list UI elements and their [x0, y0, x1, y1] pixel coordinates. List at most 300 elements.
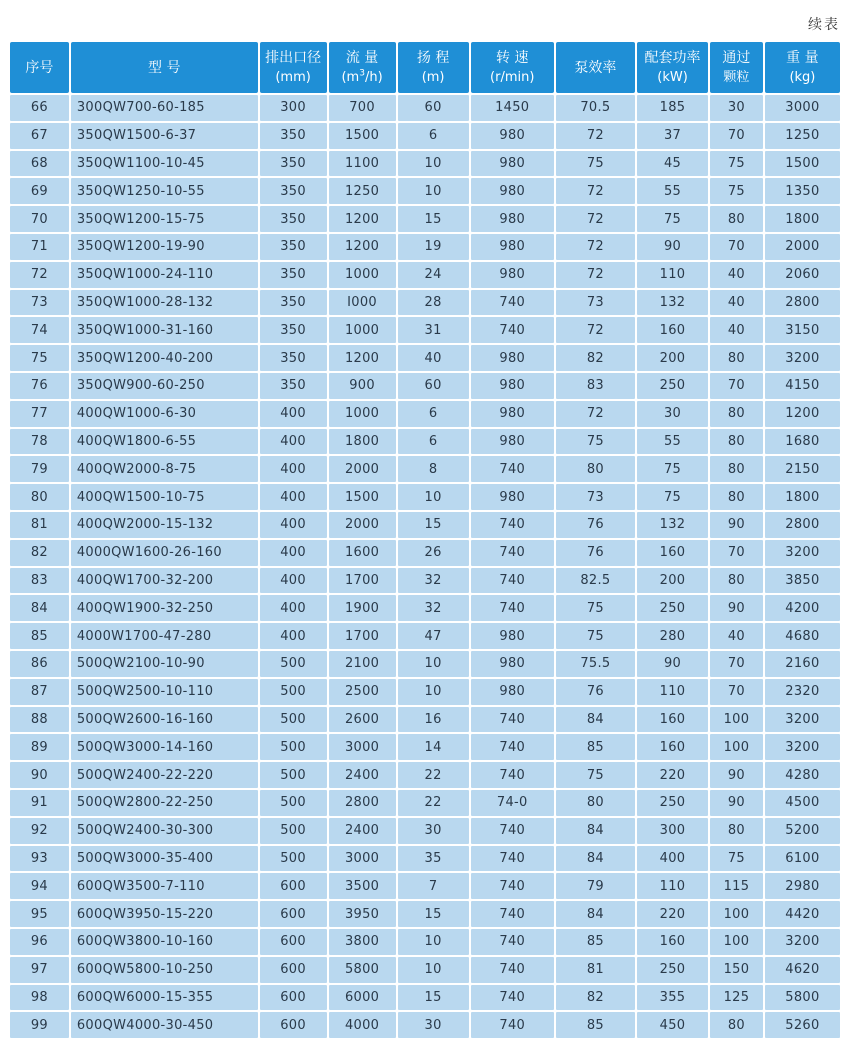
cell-head: 8	[398, 456, 469, 482]
cell-seq: 90	[10, 762, 69, 788]
cell-flow: 1250	[329, 178, 396, 204]
cell-weight: 4420	[765, 901, 840, 927]
cell-outlet: 500	[260, 651, 327, 677]
cell-model: 400QW1900-32-250	[71, 595, 258, 621]
cell-head: 10	[398, 151, 469, 177]
cell-efficiency: 73	[556, 290, 635, 316]
cell-head: 6	[398, 429, 469, 455]
cell-particle: 100	[710, 901, 763, 927]
cell-head: 10	[398, 679, 469, 705]
cell-flow: 2400	[329, 818, 396, 844]
cell-model: 400QW2000-15-132	[71, 512, 258, 538]
cell-seq: 91	[10, 790, 69, 816]
cell-power: 55	[637, 178, 708, 204]
cell-outlet: 500	[260, 818, 327, 844]
cell-outlet: 600	[260, 957, 327, 983]
cell-weight: 1250	[765, 123, 840, 149]
header-efficiency: 泵效率	[556, 42, 635, 93]
cell-weight: 2320	[765, 679, 840, 705]
cell-flow: 1900	[329, 595, 396, 621]
cell-speed: 74-0	[471, 790, 554, 816]
cell-speed: 740	[471, 290, 554, 316]
cell-efficiency: 72	[556, 123, 635, 149]
cell-head: 47	[398, 623, 469, 649]
cell-head: 15	[398, 512, 469, 538]
cell-seq: 68	[10, 151, 69, 177]
cell-flow: 5800	[329, 957, 396, 983]
cell-weight: 5200	[765, 818, 840, 844]
header-flow	[329, 42, 396, 93]
cell-weight: 1800	[765, 206, 840, 232]
cell-particle: 80	[710, 818, 763, 844]
cell-weight: 6100	[765, 846, 840, 872]
cell-seq: 76	[10, 373, 69, 399]
cell-model: 600QW4000-30-450	[71, 1012, 258, 1038]
cell-power: 110	[637, 679, 708, 705]
cell-efficiency: 82	[556, 985, 635, 1011]
cell-outlet: 350	[260, 178, 327, 204]
cell-head: 30	[398, 1012, 469, 1038]
cell-particle: 150	[710, 957, 763, 983]
header-weight-unit: (kg)	[789, 69, 816, 85]
cell-outlet: 400	[260, 568, 327, 594]
cell-outlet: 500	[260, 790, 327, 816]
cell-efficiency: 76	[556, 679, 635, 705]
cell-seq: 99	[10, 1012, 69, 1038]
cell-particle: 40	[710, 290, 763, 316]
cell-weight: 1350	[765, 178, 840, 204]
cell-weight: 4150	[765, 373, 840, 399]
cell-speed: 740	[471, 1012, 554, 1038]
cell-model: 500QW2500-10-110	[71, 679, 258, 705]
cell-weight: 4280	[765, 762, 840, 788]
cell-model: 350QW1200-19-90	[71, 234, 258, 260]
cell-efficiency: 84	[556, 901, 635, 927]
cell-efficiency: 72	[556, 234, 635, 260]
cell-particle: 100	[710, 707, 763, 733]
cell-model: 600QW6000-15-355	[71, 985, 258, 1011]
cell-outlet: 400	[260, 512, 327, 538]
cell-weight: 1500	[765, 151, 840, 177]
table-row	[10, 595, 840, 621]
cell-outlet: 350	[260, 206, 327, 232]
cell-model: 500QW2400-22-220	[71, 762, 258, 788]
cell-head: 30	[398, 818, 469, 844]
cell-efficiency: 83	[556, 373, 635, 399]
cell-speed: 980	[471, 373, 554, 399]
cell-model: 350QW1250-10-55	[71, 178, 258, 204]
cell-power: 160	[637, 707, 708, 733]
cell-power: 132	[637, 512, 708, 538]
cell-weight: 3150	[765, 317, 840, 343]
cell-flow: 3000	[329, 734, 396, 760]
cell-seq: 74	[10, 317, 69, 343]
cell-speed: 980	[471, 401, 554, 427]
cell-outlet: 500	[260, 846, 327, 872]
cell-seq: 97	[10, 957, 69, 983]
cell-head: 19	[398, 234, 469, 260]
cell-weight: 1680	[765, 429, 840, 455]
cell-power: 160	[637, 929, 708, 955]
header-seq: 序号	[10, 42, 69, 93]
cell-model: 500QW3000-14-160	[71, 734, 258, 760]
cell-flow: 1200	[329, 234, 396, 260]
cell-head: 35	[398, 846, 469, 872]
cell-weight: 3200	[765, 929, 840, 955]
cell-flow: 1000	[329, 401, 396, 427]
cell-speed: 980	[471, 623, 554, 649]
cell-head: 6	[398, 401, 469, 427]
cell-weight: 4200	[765, 595, 840, 621]
cell-weight: 4500	[765, 790, 840, 816]
table-row	[10, 401, 840, 427]
cell-particle: 75	[710, 151, 763, 177]
cell-model: 400QW2000-8-75	[71, 456, 258, 482]
cell-model: 500QW2800-22-250	[71, 790, 258, 816]
cell-particle: 100	[710, 734, 763, 760]
cell-particle: 90	[710, 762, 763, 788]
cell-speed: 980	[471, 206, 554, 232]
table-row	[10, 317, 840, 343]
cell-particle: 80	[710, 401, 763, 427]
cell-particle: 30	[710, 95, 763, 121]
cell-efficiency: 72	[556, 206, 635, 232]
cell-flow: 2600	[329, 707, 396, 733]
table-row	[10, 846, 840, 872]
header-weight-label: 重 量	[786, 49, 819, 66]
cell-weight: 1800	[765, 484, 840, 510]
cell-particle: 70	[710, 123, 763, 149]
header-power	[637, 42, 708, 93]
cell-particle: 125	[710, 985, 763, 1011]
cell-weight: 3200	[765, 345, 840, 371]
cell-model: 300QW700-60-185	[71, 95, 258, 121]
cell-speed: 740	[471, 317, 554, 343]
table-row	[10, 456, 840, 482]
cell-power: 185	[637, 95, 708, 121]
header-power-unit: (kW)	[657, 69, 688, 85]
cell-speed: 740	[471, 873, 554, 899]
cell-power: 450	[637, 1012, 708, 1038]
table-row	[10, 123, 840, 149]
cell-flow: I000	[329, 290, 396, 316]
cell-head: 15	[398, 206, 469, 232]
cell-seq: 83	[10, 568, 69, 594]
cell-speed: 740	[471, 707, 554, 733]
cell-outlet: 400	[260, 401, 327, 427]
cell-particle: 80	[710, 1012, 763, 1038]
cell-efficiency: 84	[556, 846, 635, 872]
cell-power: 300	[637, 818, 708, 844]
cell-power: 55	[637, 429, 708, 455]
cell-weight: 2980	[765, 873, 840, 899]
cell-head: 10	[398, 929, 469, 955]
cell-outlet: 350	[260, 373, 327, 399]
cell-flow: 1800	[329, 429, 396, 455]
cell-weight: 5800	[765, 985, 840, 1011]
cell-power: 30	[637, 401, 708, 427]
cell-head: 40	[398, 345, 469, 371]
cell-weight: 2150	[765, 456, 840, 482]
cell-efficiency: 73	[556, 484, 635, 510]
cell-efficiency: 84	[556, 818, 635, 844]
cell-model: 350QW1200-15-75	[71, 206, 258, 232]
cell-speed: 740	[471, 540, 554, 566]
cell-outlet: 350	[260, 317, 327, 343]
cell-power: 250	[637, 790, 708, 816]
cell-power: 250	[637, 957, 708, 983]
cell-efficiency: 72	[556, 178, 635, 204]
cell-flow: 1600	[329, 540, 396, 566]
table-row	[10, 929, 840, 955]
cell-power: 355	[637, 985, 708, 1011]
table-row	[10, 873, 840, 899]
cell-speed: 740	[471, 762, 554, 788]
cell-speed: 740	[471, 985, 554, 1011]
cell-head: 10	[398, 178, 469, 204]
cell-seq: 77	[10, 401, 69, 427]
cell-speed: 740	[471, 846, 554, 872]
cell-seq: 92	[10, 818, 69, 844]
cell-flow: 2100	[329, 651, 396, 677]
cell-power: 250	[637, 373, 708, 399]
cell-model: 600QW5800-10-250	[71, 957, 258, 983]
cell-outlet: 400	[260, 595, 327, 621]
cell-seq: 80	[10, 484, 69, 510]
pump-spec-table	[8, 40, 842, 1040]
cell-efficiency: 75.5	[556, 651, 635, 677]
cell-weight: 3200	[765, 540, 840, 566]
cell-head: 15	[398, 985, 469, 1011]
cell-efficiency: 75	[556, 151, 635, 177]
cell-particle: 90	[710, 512, 763, 538]
cell-outlet: 600	[260, 929, 327, 955]
cell-model: 350QW1000-28-132	[71, 290, 258, 316]
table-row	[10, 206, 840, 232]
table-row	[10, 818, 840, 844]
cell-particle: 90	[710, 790, 763, 816]
cell-particle: 70	[710, 234, 763, 260]
cell-seq: 72	[10, 262, 69, 288]
cell-outlet: 350	[260, 290, 327, 316]
header-outlet-unit: (mm)	[275, 69, 311, 85]
cell-outlet: 500	[260, 707, 327, 733]
cell-flow: 1000	[329, 262, 396, 288]
cell-speed: 980	[471, 234, 554, 260]
cell-weight: 3200	[765, 707, 840, 733]
cell-flow: 1100	[329, 151, 396, 177]
cell-seq: 82	[10, 540, 69, 566]
cell-flow: 700	[329, 95, 396, 121]
cell-speed: 740	[471, 818, 554, 844]
cell-model: 600QW3500-7-110	[71, 873, 258, 899]
cell-power: 160	[637, 317, 708, 343]
cell-speed: 980	[471, 651, 554, 677]
cell-efficiency: 70.5	[556, 95, 635, 121]
header-head-unit: (m)	[421, 69, 445, 85]
table-row	[10, 540, 840, 566]
cell-speed: 740	[471, 901, 554, 927]
table-row	[10, 484, 840, 510]
cell-seq: 79	[10, 456, 69, 482]
table-header-row	[10, 42, 840, 93]
cell-outlet: 600	[260, 873, 327, 899]
header-head-label: 扬 程	[416, 49, 450, 66]
cell-outlet: 600	[260, 1012, 327, 1038]
cell-model: 400QW1000-6-30	[71, 401, 258, 427]
cell-outlet: 600	[260, 901, 327, 927]
cell-power: 37	[637, 123, 708, 149]
cell-flow: 1700	[329, 623, 396, 649]
cell-model: 350QW1500-6-37	[71, 123, 258, 149]
cell-model: 600QW3950-15-220	[71, 901, 258, 927]
cell-weight: 2000	[765, 234, 840, 260]
cell-head: 22	[398, 790, 469, 816]
cell-particle: 70	[710, 373, 763, 399]
cell-seq: 67	[10, 123, 69, 149]
header-speed-label: 转 速	[496, 49, 529, 66]
cell-flow: 2000	[329, 456, 396, 482]
cell-flow: 3000	[329, 846, 396, 872]
cell-outlet: 350	[260, 234, 327, 260]
cell-flow: 3950	[329, 901, 396, 927]
table-row	[10, 568, 840, 594]
cell-model: 400QW1500-10-75	[71, 484, 258, 510]
table-row	[10, 762, 840, 788]
cell-flow: 3500	[329, 873, 396, 899]
cell-model: 350QW1100-10-45	[71, 151, 258, 177]
cell-power: 160	[637, 734, 708, 760]
cell-head: 22	[398, 762, 469, 788]
table-row	[10, 1012, 840, 1038]
cell-speed: 980	[471, 123, 554, 149]
cell-power: 250	[637, 595, 708, 621]
cell-outlet: 400	[260, 429, 327, 455]
cell-efficiency: 82.5	[556, 568, 635, 594]
table-row	[10, 345, 840, 371]
cell-particle: 80	[710, 568, 763, 594]
cell-speed: 740	[471, 595, 554, 621]
table-row	[10, 290, 840, 316]
cell-seq: 89	[10, 734, 69, 760]
cell-head: 10	[398, 957, 469, 983]
cell-seq: 96	[10, 929, 69, 955]
cell-model: 350QW1200-40-200	[71, 345, 258, 371]
cell-speed: 740	[471, 568, 554, 594]
cell-outlet: 350	[260, 262, 327, 288]
cell-head: 16	[398, 707, 469, 733]
header-model: 型 号	[71, 42, 258, 93]
cell-power: 200	[637, 345, 708, 371]
cell-model: 4000W1700-47-280	[71, 623, 258, 649]
cell-weight: 5260	[765, 1012, 840, 1038]
cell-seq: 81	[10, 512, 69, 538]
cell-efficiency: 80	[556, 790, 635, 816]
cell-efficiency: 85	[556, 734, 635, 760]
cell-particle: 75	[710, 178, 763, 204]
cell-outlet: 500	[260, 734, 327, 760]
cell-power: 132	[637, 290, 708, 316]
cell-speed: 980	[471, 679, 554, 705]
cell-power: 110	[637, 262, 708, 288]
cell-particle: 80	[710, 429, 763, 455]
cell-seq: 93	[10, 846, 69, 872]
cell-flow: 2000	[329, 512, 396, 538]
cell-seq: 78	[10, 429, 69, 455]
cell-speed: 980	[471, 429, 554, 455]
cell-weight: 4620	[765, 957, 840, 983]
cell-flow: 1500	[329, 484, 396, 510]
cell-seq: 85	[10, 623, 69, 649]
cell-head: 10	[398, 651, 469, 677]
cell-weight: 3850	[765, 568, 840, 594]
cell-power: 200	[637, 568, 708, 594]
cell-outlet: 350	[260, 123, 327, 149]
table-row	[10, 679, 840, 705]
cell-weight: 3200	[765, 734, 840, 760]
cell-flow: 900	[329, 373, 396, 399]
cell-seq: 87	[10, 679, 69, 705]
cell-particle: 90	[710, 595, 763, 621]
cell-outlet: 400	[260, 623, 327, 649]
cell-speed: 740	[471, 929, 554, 955]
cell-particle: 70	[710, 651, 763, 677]
cell-speed: 980	[471, 345, 554, 371]
cell-seq: 98	[10, 985, 69, 1011]
cell-seq: 71	[10, 234, 69, 260]
table-row	[10, 429, 840, 455]
cell-speed: 980	[471, 484, 554, 510]
cell-particle: 100	[710, 929, 763, 955]
cell-flow: 2400	[329, 762, 396, 788]
cell-efficiency: 80	[556, 456, 635, 482]
cell-speed: 740	[471, 456, 554, 482]
cell-efficiency: 72	[556, 262, 635, 288]
cell-head: 26	[398, 540, 469, 566]
cell-seq: 69	[10, 178, 69, 204]
cell-outlet: 350	[260, 345, 327, 371]
table-row	[10, 95, 840, 121]
header-flow-unit: $(m^3/h)$	[341, 68, 383, 85]
header-head	[398, 42, 469, 93]
cell-outlet: 500	[260, 762, 327, 788]
cell-power: 75	[637, 206, 708, 232]
cell-weight: 4680	[765, 623, 840, 649]
cell-weight: 1200	[765, 401, 840, 427]
cell-speed: 980	[471, 262, 554, 288]
cell-outlet: 350	[260, 151, 327, 177]
cell-model: 400QW1800-6-55	[71, 429, 258, 455]
cell-model: 400QW1700-32-200	[71, 568, 258, 594]
cell-speed: 740	[471, 734, 554, 760]
header-weight	[765, 42, 840, 93]
header-flow-label: 流 量	[345, 49, 379, 66]
cell-power: 110	[637, 873, 708, 899]
cell-efficiency: 76	[556, 512, 635, 538]
cell-head: 24	[398, 262, 469, 288]
cell-speed: 740	[471, 512, 554, 538]
cell-efficiency: 75	[556, 762, 635, 788]
cell-head: 10	[398, 484, 469, 510]
cell-seq: 88	[10, 707, 69, 733]
cell-power: 400	[637, 846, 708, 872]
cell-model: 500QW2600-16-160	[71, 707, 258, 733]
cell-model: 4000QW1600-26-160	[71, 540, 258, 566]
table-row	[10, 651, 840, 677]
cell-flow: 6000	[329, 985, 396, 1011]
table-row	[10, 178, 840, 204]
cell-outlet: 300	[260, 95, 327, 121]
